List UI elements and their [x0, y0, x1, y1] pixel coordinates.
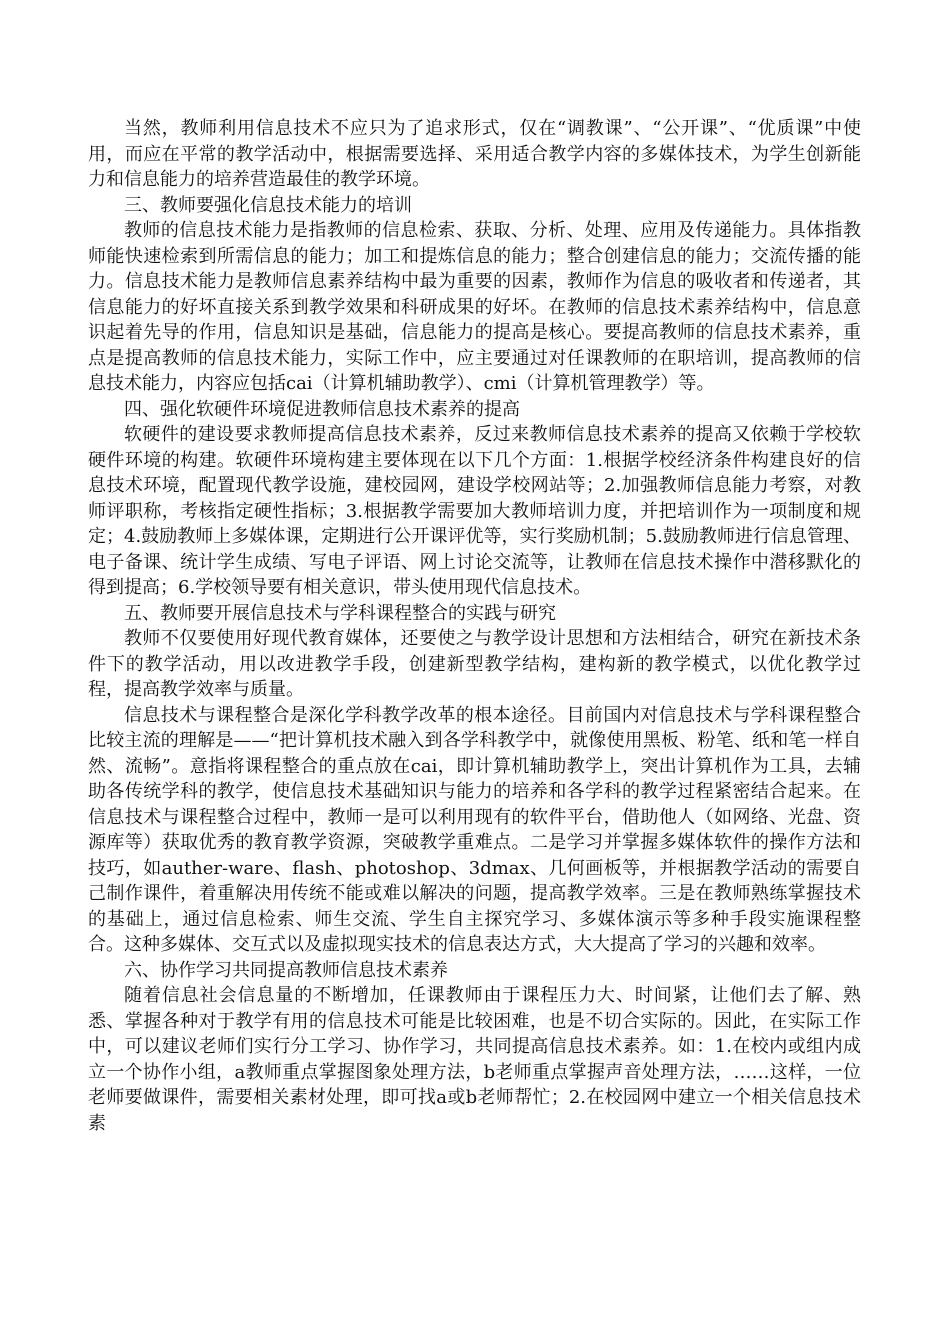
section-heading-3: 三、教师要强化信息技术能力的培训 — [124, 194, 412, 216]
section-heading-4: 四、强化软硬件环境促进教师信息技术素养的提高 — [124, 398, 520, 420]
section-heading-6: 六、协作学习共同提高教师信息技术素养 — [124, 959, 448, 981]
paragraph-section-5-a: 教师不仅要使用好现代教育媒体，还要使之与教学设计思想和方法相结合，研究在新技术条件下的教学活动，用以改进教学手段，创建新型教学结构，建构新的教学模式，以优化教学过程，提高教学效率与质量。 — [88, 628, 861, 700]
document-page — [88, 116, 861, 1136]
paragraph-intro: 当然，教师利用信息技术不应只为了追求形式，仅在“调教课”、“公开课”、“优质课”中使用，而应在平常的教学活动中，根据需要选择、采用适合教学内容的多媒体技术，为学生创新能力和信息能力的培养营造最佳的教学环境。 — [88, 118, 861, 190]
paragraph-section-5-b: 信息技术与课程整合是深化学科教学改革的根本途径。目前国内对信息技术与学科课程整合比较主流的理解是——“把计算机技术融入到各学科教学中，就像使用黑板、粉笔、纸和笔一样自然、流畅”。意指将课程整合的重点放在cai，即计算机辅助教学上，突出计算机作为工具，去辅助各传统学科的教学，使信息技术基础知识与能力的培养和各学科的教学过程紧密结合起来。在信息技术与课程整合过程中，教师一是可以利用现有的软件平台，借助他人（如网络、光盘、资源库等）获取优秀的教育教学资源，突破教学重难点。二是学习并掌握多媒体软件的操作方法和技巧，如auther-ware、flash、photoshop、3dmax、几何画板等，并根据教学活动的需要自己制作课件，着重解决用传统不能或难以解决的问题，提高教学效率。三是在教师熟练掌握技术的基础上，通过信息检索、师生交流、学生自主探究学习、多媒体演示等多种手段实施课程整合。这种多媒体、交互式以及虚拟现实技术的信息表达方式，大大提高了学习的兴趣和效率。 — [88, 704, 861, 955]
paragraph-section-3: 教师的信息技术能力是指教师的信息检索、获取、分析、处理、应用及传递能力。具体指教师能快速检索到所需信息的能力；加工和提炼信息的能力；整合创建信息的能力；交流传播的能力。信息技术能力是教师信息素养结构中最为重要的因素，教师作为信息的吸收者和传递者，其信息能力的好坏直接关系到教学效果和科研成果的好坏。在教师的信息技术素养结构中，信息意识起着先导的作用，信息知识是基础，信息能力的提高是核心。要提高教师的信息技术素养，重点是提高教师的信息技术能力，实际工作中，应主要通过对任课教师的在职培训，提高教师的信息技术能力，内容应包括cai（计算机辅助教学）、cmi（计算机管理教学）等。 — [88, 220, 861, 394]
paragraph-section-6: 随着信息社会信息量的不断增加，任课教师由于课程压力大、时间紧，让他们去了解、熟悉、掌握各种对于教学有用的信息技术可能是比较困难，也是不切合实际的。因此，在实际工作中，可以建议老师们实行分工学习、协作学习，共同提高信息技术素养。如：1.在校内或组内成立一个协作小组，a教师重点掌握图象处理方法，b老师重点掌握声音处理方法，……这样，一位老师要做课件，需要相关素材处理，即可找a或b老师帮忙；2.在校园网中建立一个相关信息技术素 — [88, 985, 861, 1134]
section-heading-5: 五、教师要开展信息技术与学科课程整合的实践与研究 — [124, 602, 556, 624]
paragraph-section-4: 软硬件的建设要求教师提高信息技术素养，反过来教师信息技术素养的提高又依赖于学校软硬件环境的构建。软硬件环境构建主要体现在以下几个方面：1.根据学校经济条件构建良好的信息技术环境，配置现代教学设施，建校园网，建设学校网站等；2.加强教师信息能力考察，对教师评职称，考核指定硬性指标；3.根据教学需要加大教师培训力度，并把培训作为一项制度和规定；4.鼓励教师上多媒体课，定期进行公开课评优等，实行奖励机制；5.鼓励教师进行信息管理、电子备课、统计学生成绩、写电子评语、网上讨论交流等，让教师在信息技术操作中潜移默化的得到提高；6.学校领导要有相关意识，带头使用现代信息技术。 — [88, 424, 861, 598]
